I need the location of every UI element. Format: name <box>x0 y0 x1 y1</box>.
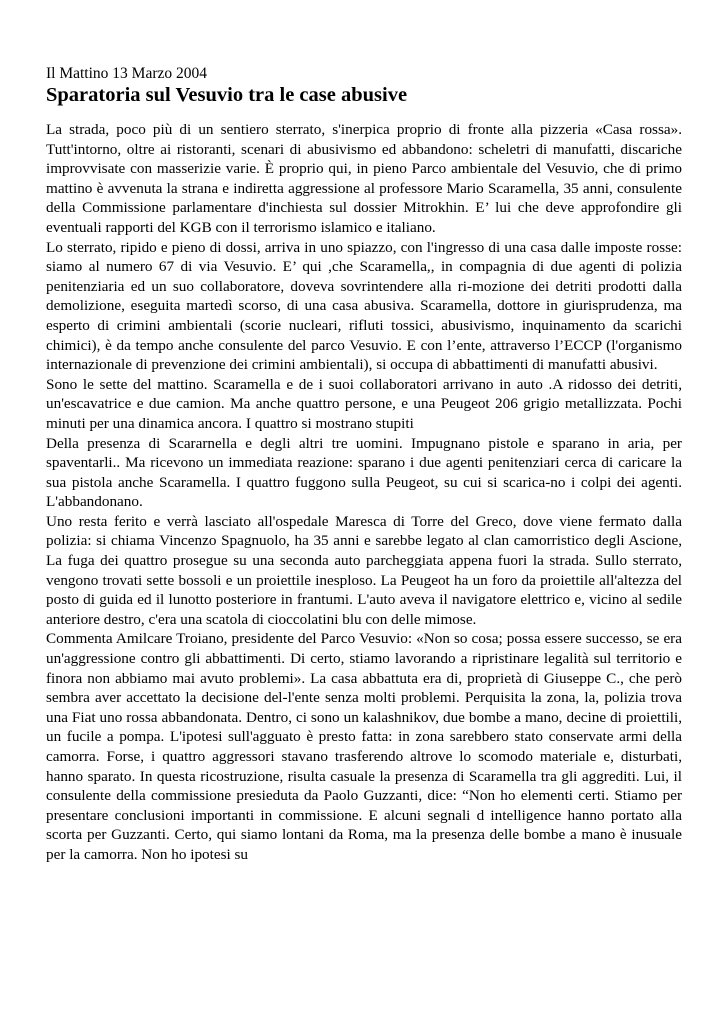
document-page <box>46 64 682 865</box>
paragraph: Uno resta ferito e verrà lasciato all'ospedale Maresca di Torre del Greco, dove viene fermato dalla polizia: si chiama Vincenzo Spagnuolo, ha 35 anni e sarebbe legato al clan camorristico degli Ascione, La fuga dei quattro prosegue su una seconda auto parcheggiata appena fuori la strada. Sullo sterrato, vengono trovati sette bossoli e un proiettile inesploso. La Peugeot ha un foro da proiettile all'altezza del posto di guida ed il lunotto posteriore in frantumi. L'auto aveva il navigatore elettrico e, vicino al sedile anteriore destro, c'era una scatola di cioccolatini blu con delle mimose. <box>46 512 682 628</box>
paragraph: Commenta Amilcare Troiano, presidente del Parco Vesuvio: «Non so cosa; possa essere successo, se era un'aggressione contro gli abbattimenti. Di certo, stiamo lavorando a ripristinare legalità sul territorio e finora non abbiamo mai avuto problemi». La casa abbattuta era di, proprietà di Giuseppe C., che però sembra aver accettato la decisione del-l'ente senza molti problemi. Perquisita la zona, la, polizia trova una Fiat uno rossa abbandonata. Dentro, ci sono un kalashnikov, due bombe a mano, decine di proiettili, un fucile a pompa. L'ipotesi sull'agguato è presto fatta: in zona sarebbero stato conservate armi della camorra. Forse, i quattro aggressori stavano trasferendo altrove lo scomodo materiale e, disturbati, hanno sparato. In questa ricostruzione, risulta casuale la presenza di Scaramella tra gli aggrediti. Lui, il consulente della commissione presieduta da Paolo Guzzanti, dice: “Non ho elementi certi. Stiamo per presentare conclusioni importanti in commissione. E alcuni segnali d intelligence hanno portato alla scorta per Guzzanti. Certo, qui siamo lontani da Roma, ma la presenza delle bombe a mano è inusuale per la camorra. Non ho ipotesi su <box>46 630 682 863</box>
paragraph: Della presenza di Scararnella e degli altri tre uomini. Impugnano pistole e sparano in aria, per spaventarli.. Ma ricevono un immediata reazione: sparano i due agenti penitenziari cerca di caricare la sua pistola anche Scaramella. I quattro fuggono sulla Peugeot, su cui si scarica-no i colpi dei agenti. L'abbandonano. <box>46 434 682 511</box>
paragraph: Sono le sette del mattino. Scaramella e de i suoi collaboratori arrivano in auto .A ridosso dei detriti, un'escavatrice e due camion. Ma anche quattro persone, e una Peugeot 206 grigio metallizzata. Pochi minuti per una dinamica ancora. I quattro si mostrano stupiti <box>46 375 682 432</box>
dateline: Il Mattino 13 Marzo 2004 <box>46 65 208 82</box>
paragraph: Lo sterrato, ripido e pieno di dossi, arriva in uno spiazzo, con l'ingresso di una casa dalle imposte rosse: siamo al numero 67 di via Vesuvio. E’ qui ,che Scaramella,, in compagnia di due agenti di polizia penitenziaria ed un suo collaboratore, doveva sovrintendere alla ri-mozione dei detriti prodotti dalla demolizione, eseguita martedì scorso, di una casa abusiva. Scaramella, dottore in giurisprudenza, ma esperto di crimini ambientali (scorie nucleari, rifluti tossici, abusivismo, inquinamento da scarichi chimici), è da tempo anche consulente del parco Vesuvio. E con l’ente, attraverso l’ECCP (l'organismo internazionale di prevenzione dei crimini ambientali), si occupa di abbattimenti di manufatti abusivi. <box>46 238 682 374</box>
headline: Sparatoria sul Vesuvio tra le case abusive <box>46 84 408 106</box>
article-body <box>46 120 682 865</box>
paragraph: La strada, poco più di un sentiero sterrato, s'inerpica proprio di fronte alla pizzeria «Casa rossa». Tutt'intorno, oltre ai ristoranti, scenari di abusivismo ed abbandono: scheletri di manufatti, discariche improvvisate con masserizie varie. È proprio qui, in pieno Parco ambientale del Vesuvio, che di primo mattino è avvenuta la strana e indiretta aggressione al professore Mario Scaramella, 35 anni, consulente della Commissione parlamentare d'inchiesta sul dossier Mitrokhin. E’ lui che deve approfondire gli eventuali rapporti del KGB con il terrorismo islamico e italiano. <box>46 121 682 236</box>
